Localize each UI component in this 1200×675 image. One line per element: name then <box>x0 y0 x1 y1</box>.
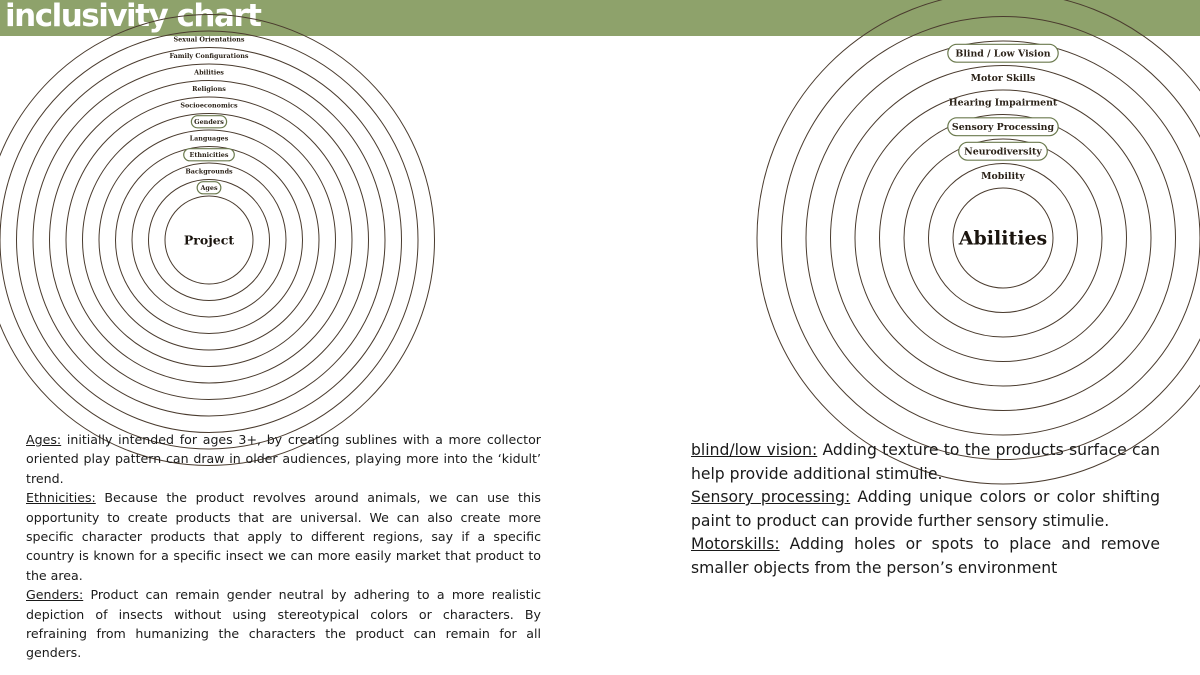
ages-paragraph <box>26 430 541 488</box>
motor-paragraph <box>691 533 1160 580</box>
left-ring-label-backgrounds <box>185 168 233 176</box>
left-ring-label-text: Abilities <box>194 68 224 77</box>
left-ring-label-text: Sexual Orientations <box>173 35 245 44</box>
right-ring-label-text: Neurodiversity <box>964 146 1042 158</box>
right-center-label: Abilities <box>958 227 1048 250</box>
ages-term: Ages: <box>26 432 62 447</box>
genders-body: Product can remain gender neutral by adhering to a more realistic depiction of insects without using stereotypical colors or characters. By refraining from humanizing the characters the product can remain for all genders. <box>26 587 541 661</box>
left-ring-label-genders <box>191 116 226 128</box>
left-description <box>26 430 541 663</box>
left-center-label: Project <box>183 232 235 248</box>
page-title: inclusivity chart <box>5 0 261 34</box>
left-ring-label-family-configurations <box>169 52 248 60</box>
ethnicities-paragraph <box>26 488 541 585</box>
left-ring-label-text: Family Configurations <box>169 52 249 61</box>
motor-term: Motorskills: <box>691 535 780 553</box>
genders-paragraph <box>26 585 541 663</box>
blind-paragraph <box>691 439 1160 486</box>
right-ring-label-motor-skills <box>971 73 1036 84</box>
left-ring-label-text: Ages <box>200 184 218 193</box>
left-ring-label-text: Languages <box>189 134 229 143</box>
left-concentric-diagram <box>0 0 420 440</box>
left-ring-label-abilities <box>193 69 224 77</box>
right-description <box>691 439 1160 580</box>
right-ring-label-text: Motor Skills <box>970 73 1036 85</box>
sensory-body: Adding unique colors or color shifting paint to product can provide further sensory stimulie. <box>691 488 1160 530</box>
genders-term: Genders: <box>26 587 84 603</box>
right-ring-label-text: Sensory Processing <box>951 122 1055 134</box>
right-concentric-diagram <box>800 0 1200 440</box>
right-ring-label-hearing-impairment <box>949 98 1058 109</box>
right-ring-label-sensory-processing <box>948 118 1058 136</box>
ethnicities-term: Ethnicities: <box>26 490 96 506</box>
ages-body: initially intended for ages 3+, by creating sublines with a more collector oriented play pattern can draw in older audiences, playing more into the ‘kidult’ trend. <box>26 432 541 486</box>
left-ring-label-religions <box>192 85 226 93</box>
right-ring-label-mobility <box>981 171 1025 182</box>
left-ring-label-text: Religions <box>192 85 226 94</box>
left-ring-label-sexual-orientations <box>174 36 245 44</box>
left-ring-label-text: Socioeconomics <box>180 101 238 110</box>
right-ring-label-text: Blind / Low Vision <box>955 48 1051 60</box>
left-ring-label-text: Backgrounds <box>185 167 233 176</box>
left-ring-label-ages <box>197 182 221 194</box>
left-ring-label-socioeconomics <box>180 102 238 110</box>
left-ring-label-text: Ethnicities <box>189 151 229 160</box>
right-ring-label-text: Hearing Impairment <box>948 97 1058 109</box>
left-ring-label-text: Genders <box>194 118 224 127</box>
right-ring-label-text: Mobility <box>981 171 1025 183</box>
blind-term: blind/low vision: <box>691 441 818 459</box>
right-ring-label-blind-low-vision <box>948 44 1058 62</box>
ethnicities-body: Because the product revolves around animals, we can use this opportunity to create products that are universal. We can also create more specific character products that apply to different regions, say if a specific country is known for a specific insect we can more easily market that product to the area. <box>26 490 541 583</box>
left-ring-label-languages <box>190 135 229 143</box>
blind-body: Adding texture to the products surface can help provide additional stimulie. <box>691 441 1160 483</box>
right-ring-label-neurodiversity <box>959 142 1048 160</box>
sensory-term: Sensory processing: <box>691 488 851 506</box>
left-ring-label-ethnicities <box>184 149 235 161</box>
motor-body: Adding holes or spots to place and remove smaller objects from the person’s environment <box>691 535 1160 577</box>
sensory-paragraph <box>691 486 1160 533</box>
